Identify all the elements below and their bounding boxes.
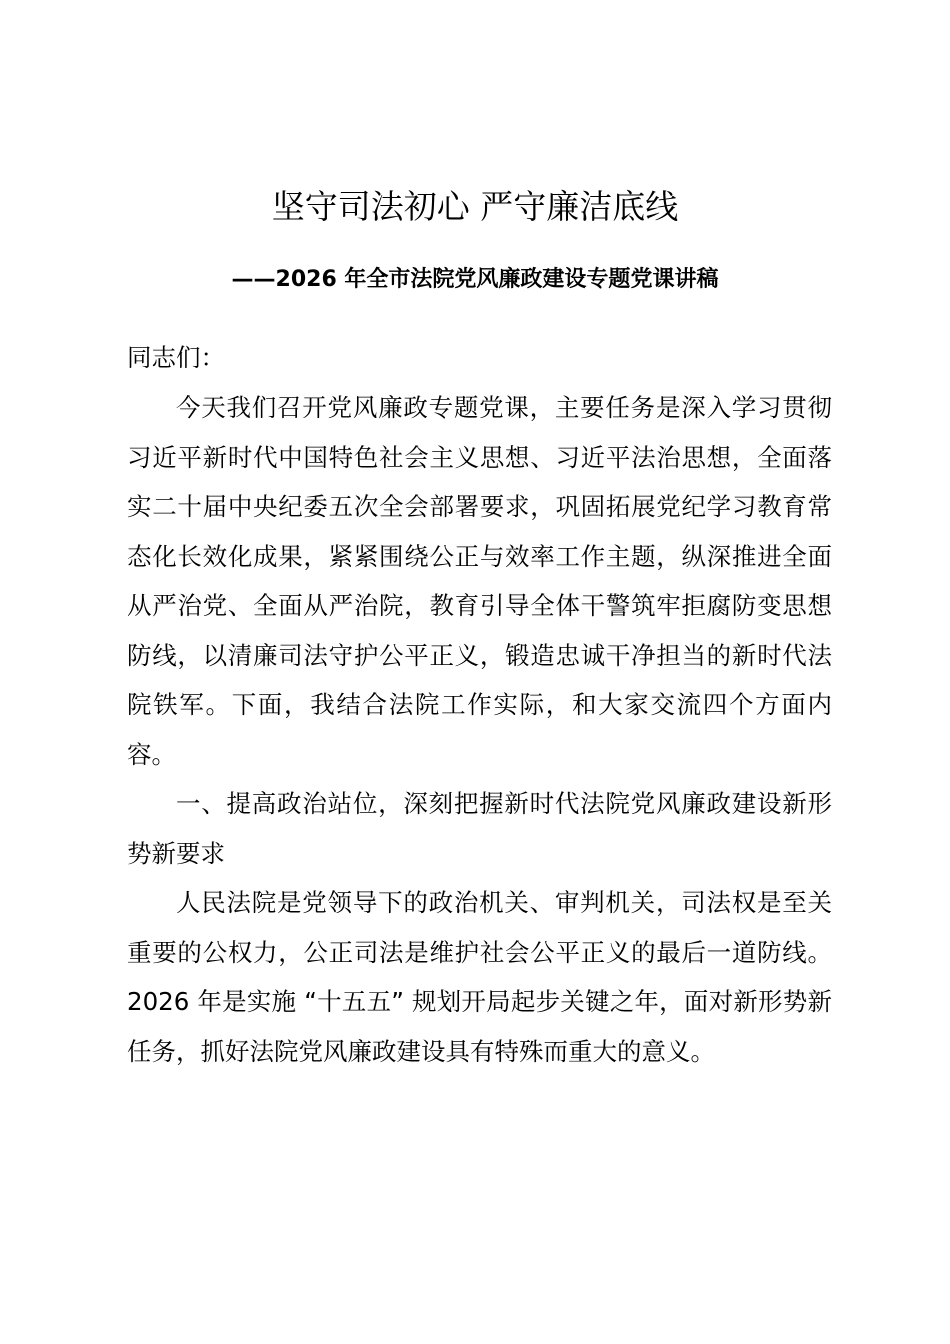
intro-paragraph: 今天我们召开党风廉政专题党课，主要任务是深入学习贯彻习近平新时代中国特色社会主义思想、习近平法治思想，全面落实二十届中央纪委五次全会部署要求，巩固拓展党纪学习教育常态化长效化成果，紧紧围绕公正与效率工作主题，纵深推进全面从严治党、全面从严治院，教育引导全体干警筑牢拒腐防变思想防线，以清廉司法守护公平正义，锻造忠诚干净担当的新时代法院铁军。下面，我结合法院工作实际，和大家交流四个方面内容。 bbox=[127, 393, 832, 769]
document-subtitle: ——2026 年全市法院党风廉政建设专题党课讲稿 bbox=[231, 267, 719, 292]
salutation: 同志们： bbox=[127, 343, 225, 372]
document-title: 坚守司法初心 严守廉洁底线 bbox=[271, 187, 679, 226]
section-1-paragraph: 人民法院是党领导下的政治机关、审判机关，司法权是至关重要的公权力，公正司法是维护社会公平正义的最后一道防线。2026 年是实施 “十五五” 规划开局起步关键之年，面对新形势新任务，抓好法院党风廉政建设具有特殊而重大的意义。 bbox=[127, 888, 832, 1066]
section-heading-1: 一、提高政治站位，深刻把握新时代法院党风廉政建设新形势新要求 bbox=[127, 789, 832, 868]
